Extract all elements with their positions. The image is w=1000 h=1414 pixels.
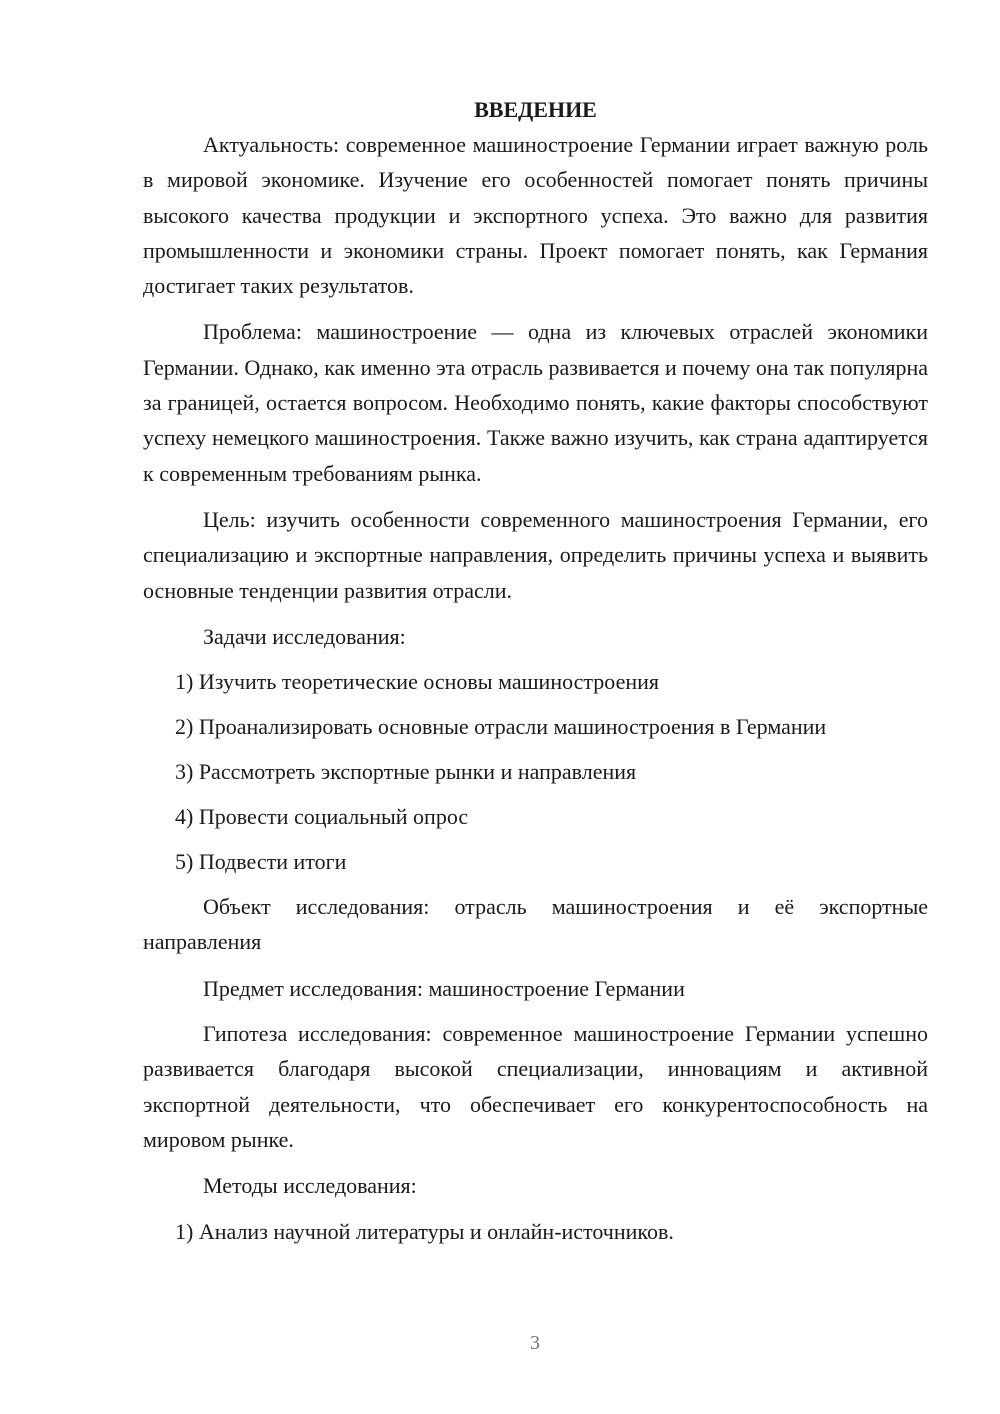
list-item: 1) Анализ научной литературы и онлайн-источников. bbox=[175, 1218, 674, 1244]
section-title: ВВЕДЕНИЕ bbox=[474, 97, 597, 122]
relevance-paragraph: Актуальность: современное машиностроение Германии играет важную роль в мировой экономике. Изучение его особенностей помогает понять причины высокого качества продукции и экспортного успеха. Это важно для развития промышленности и экономики страны. Проект помогает понять, как Германия достигает таких результатов. bbox=[143, 132, 928, 299]
list-item: 2) Проанализировать основные отрасли машиностроения в Германии bbox=[175, 714, 827, 740]
list-item: 3) Рассмотреть экспортные рынки и направления bbox=[175, 759, 637, 785]
document-page bbox=[143, 92, 928, 1259]
methods-heading: Методы исследования: bbox=[203, 1173, 417, 1199]
list-item: 1) Изучить теоретические основы машиностроения bbox=[175, 669, 659, 695]
object-paragraph: Объект исследования: отрасль машиностроения и её экспортные направления bbox=[143, 894, 928, 955]
list-item: 5) Подвести итоги bbox=[175, 849, 347, 875]
goal-paragraph: Цель: изучить особенности современного машиностроения Германии, его специализацию и экспортные направления, определить причины успеха и выявить основные тенденции развития отрасли. bbox=[143, 506, 928, 603]
subject-paragraph: Предмет исследования: машиностроение Германии bbox=[203, 975, 685, 1001]
hypothesis-paragraph: Гипотеза исследования: современное машиностроение Германии успешно развивается благодаря высокой специализации, инновациям и активной экспортной деятельности, что обеспечивает его конкурентоспособность на мировом рынке. bbox=[143, 1021, 928, 1152]
tasks-heading: Задачи исследования: bbox=[203, 623, 406, 649]
problem-paragraph: Проблема: машиностроение — одна из ключевых отраслей экономики Германии. Однако, как именно эта отрасль развивается и почему она так популярна за границей, остается вопросом. Необходимо понять, какие факторы способствуют успеху немецкого машиностроения. Также важно изучить, как страна адаптируется к современным требованиям рынка. bbox=[143, 319, 928, 486]
page-number: 3 bbox=[530, 1332, 540, 1354]
tasks-list bbox=[143, 664, 928, 879]
methods-list bbox=[143, 1214, 928, 1249]
list-item: 4) Провести социальный опрос bbox=[175, 804, 469, 830]
